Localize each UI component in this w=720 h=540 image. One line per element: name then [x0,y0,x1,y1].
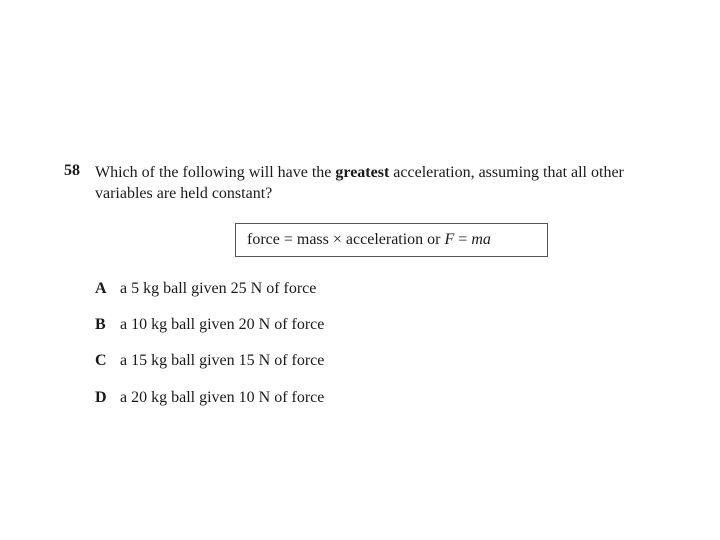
formula-equals: = [454,231,472,248]
choice-d[interactable] [95,389,324,407]
choice-text: a 15 kg ball given 15 N of force [120,352,325,369]
choice-letter: C [95,352,107,369]
formula-box [235,223,548,257]
choice-letter: A [95,280,107,297]
choice-c[interactable] [95,352,324,370]
choice-b[interactable] [95,316,324,334]
question-number: 58 [64,162,80,179]
question-stem [95,162,675,204]
stem-emphasis: greatest [335,164,390,181]
choice-letter: B [95,316,106,333]
formula-var-f: F [444,231,455,248]
stem-text-start: Which of the following will have the [95,164,336,181]
choice-text: a 5 kg ball given 25 N of force [120,280,317,297]
choice-a[interactable] [95,280,316,298]
choice-text: a 10 kg ball given 20 N of force [120,316,325,333]
formula-var-ma: ma [471,231,491,248]
formula-words: force = mass × acceleration or [247,231,445,248]
stem-text-end: acceleration, assuming that all other variables are held constant? [95,164,624,202]
choice-letter: D [95,389,107,406]
choice-text: a 20 kg ball given 10 N of force [120,389,325,406]
